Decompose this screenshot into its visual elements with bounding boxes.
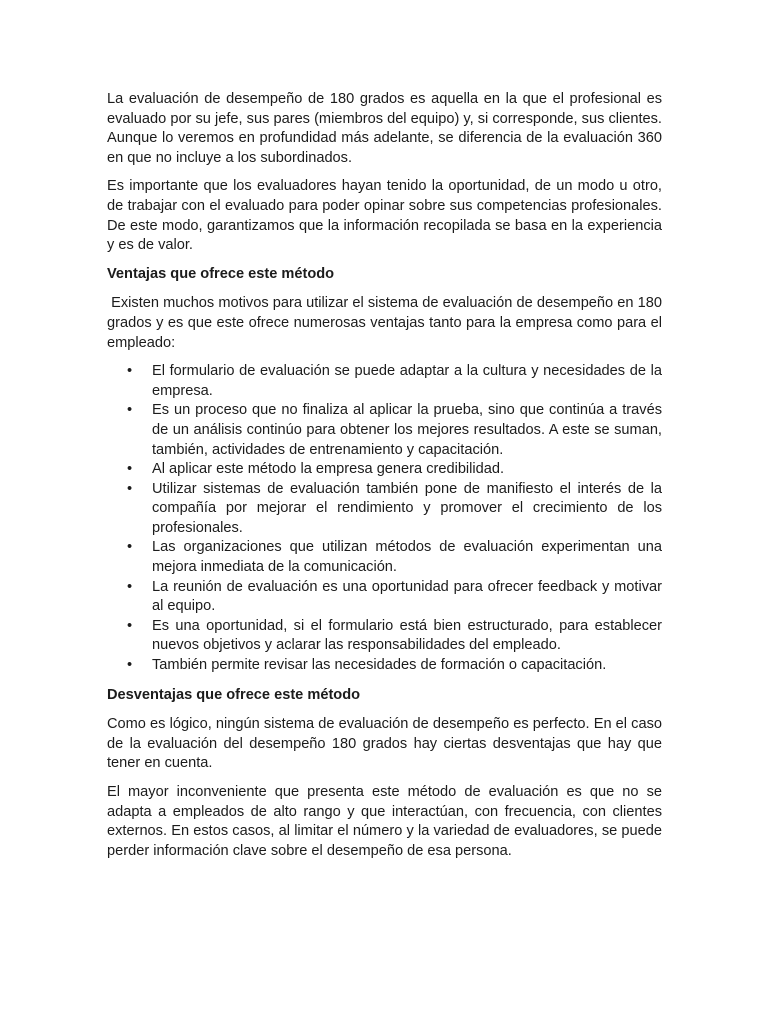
bullet-icon: • xyxy=(127,539,133,556)
list-item xyxy=(107,656,662,676)
list-item xyxy=(107,460,662,480)
ventajas-heading: Ventajas que ofrece este método xyxy=(107,265,335,282)
desventajas-heading: Desventajas que ofrece este método xyxy=(107,686,361,703)
list-item-text: Es una oportunidad, si el formulario está bien estructurado, para establecer nuevos objetivos y aclarar las responsabilidades del empleado. xyxy=(152,617,662,654)
bullet-icon: • xyxy=(127,461,133,478)
bullet-icon: • xyxy=(127,657,133,674)
bullet-icon: • xyxy=(127,480,133,497)
intro-paragraph-1: La evaluación de desempeño de 180 grados es aquella en la que el profesional es evaluado por su jefe, sus pares (miembros del equipo) y, si corresponde, sus clientes. Aunque lo veremos en profundidad más adelante, se diferencia de la evaluación 360 en que no incluye a los subordinados. xyxy=(107,91,662,166)
list-item-text: Las organizaciones que utilizan métodos de evaluación experimentan una mejora inmediata de la comunicación. xyxy=(152,539,662,576)
list-item-text: Es un proceso que no finaliza al aplicar la prueba, sino que continúa a través de un análisis continúo para obtener los mejores resultados. A este se suman, también, actividades de entrenamiento y capacitación. xyxy=(152,402,662,458)
list-item xyxy=(107,362,662,401)
desventajas-paragraph-2: El mayor inconveniente que presenta este método de evaluación es que no se adapta a empleados de alto rango y que interactúan, con frecuencia, con clientes externos. En estos casos, al limitar el número y la variedad de evaluadores, se puede perder información clave sobre el desempeño de esa persona. xyxy=(107,784,662,859)
list-item-text: También permite revisar las necesidades de formación o capacitación. xyxy=(152,657,607,674)
list-item xyxy=(107,578,662,617)
desventajas-paragraph-1: Como es lógico, ningún sistema de evaluación de desempeño es perfecto. En el caso de la evaluación del desempeño 180 grados hay ciertas desventajas que hay que tener en cuenta. xyxy=(107,716,662,772)
list-item-text: Utilizar sistemas de evaluación también pone de manifiesto el interés de la compañía por mejorar el rendimiento y promover el crecimiento de los profesionales. xyxy=(152,480,662,536)
ventajas-intro: Existen muchos motivos para utilizar el sistema de evaluación de desempeño en 180 grados y es que este ofrece numerosas ventajas tanto para la empresa como para el empleado: xyxy=(107,295,667,351)
list-item-text: El formulario de evaluación se puede adaptar a la cultura y necesidades de la empresa. xyxy=(152,363,662,399)
bullet-icon: • xyxy=(127,617,133,634)
bullet-icon: • xyxy=(127,363,133,380)
intro-paragraph-2: Es importante que los evaluadores hayan tenido la oportunidad, de un modo u otro, de trabajar con el evaluado para poder opinar sobre sus competencias profesionales. De este modo, garantizamos que la información recopilada se basa en la experiencia y es de valor. xyxy=(107,178,662,254)
list-item xyxy=(107,617,662,656)
bullet-icon: • xyxy=(127,578,133,595)
list-item xyxy=(107,480,662,539)
list-item-text: Al aplicar este método la empresa genera credibilidad. xyxy=(152,461,505,478)
list-item xyxy=(107,538,662,577)
document-page xyxy=(107,90,667,870)
bullet-icon: • xyxy=(127,402,133,419)
list-item xyxy=(107,401,662,460)
list-item-text: La reunión de evaluación es una oportunidad para ofrecer feedback y motivar al equipo. xyxy=(152,578,662,615)
ventajas-list xyxy=(107,362,662,676)
